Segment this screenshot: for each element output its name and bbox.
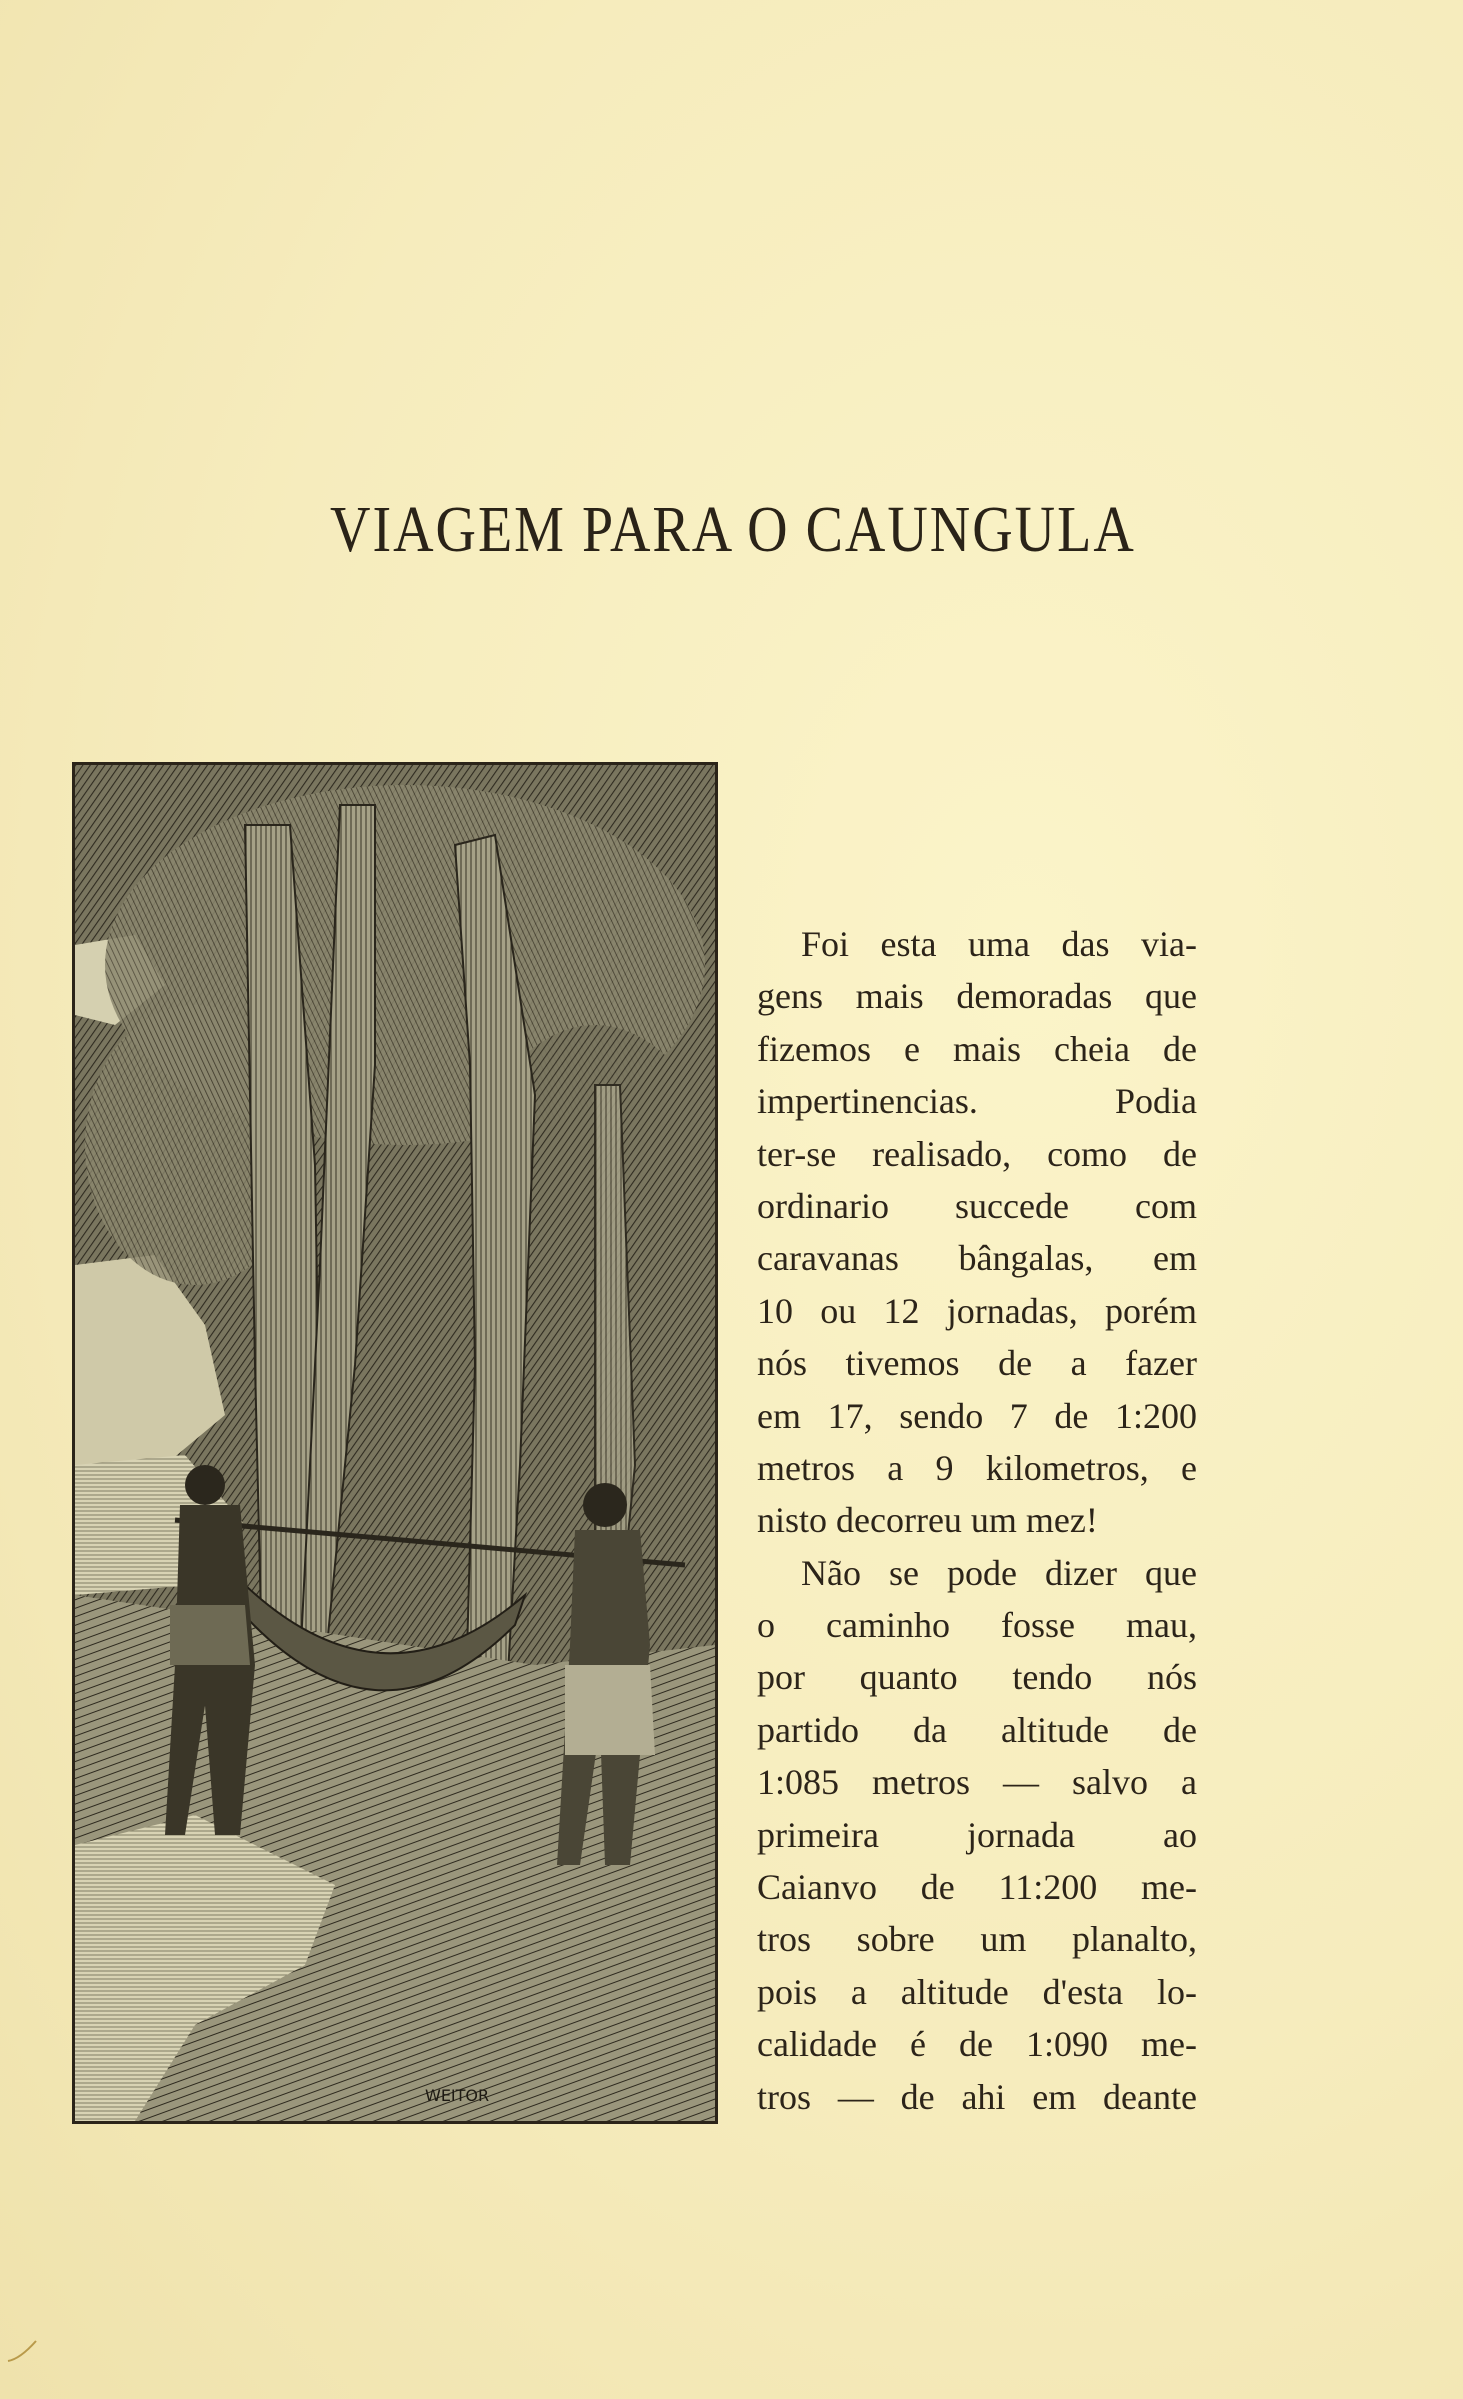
- body-text-column: [757, 918, 1197, 2123]
- text-line: partido da altitude de: [757, 1709, 1197, 1750]
- text-line: nisto decorreu um mez!: [757, 1500, 1098, 1541]
- text-line: Caianvo de 11:200 me-: [757, 1867, 1197, 1908]
- text-line: Foi esta uma das via-: [801, 924, 1197, 964]
- text-line: tros — de ahi em deante: [757, 2076, 1197, 2117]
- text-line: caravanas bângalas, em: [757, 1238, 1197, 1279]
- text-line: em 17, sendo 7 de 1:200: [757, 1395, 1197, 1436]
- text-line: nós tivemos de a fazer: [757, 1343, 1197, 1384]
- forest-porters-engraving: [75, 765, 715, 2121]
- engraver-signature: WEITOR: [425, 2086, 490, 2105]
- text-line: ordinario succede com: [757, 1185, 1197, 1226]
- text-line: pois a altitude d'esta lo-: [757, 1971, 1197, 2012]
- text-line: 10 ou 12 jornadas, porém: [757, 1290, 1197, 1331]
- text-line: metros a 9 kilometros, e: [757, 1447, 1197, 1488]
- text-line: fizemos e mais cheia de: [757, 1028, 1197, 1069]
- text-line: por quanto tendo nós: [757, 1657, 1197, 1698]
- text-line: 1:085 metros — salvo a: [757, 1762, 1197, 1803]
- engraving-illustration: [72, 762, 718, 2124]
- text-line: tros sobre um planalto,: [757, 1919, 1197, 1960]
- text-line: ter-se realisado, como de: [757, 1133, 1197, 1174]
- chapter-title: VIAGEM PARA O CAUNGULA: [330, 493, 1136, 567]
- text-line: gens mais demoradas que: [757, 976, 1197, 1017]
- text-line: impertinencias. Podia: [757, 1081, 1197, 1122]
- pencil-mark-icon: [6, 2335, 40, 2365]
- text-line: o caminho fosse mau,: [757, 1605, 1197, 1646]
- text-line: Não se pode dizer que: [801, 1552, 1197, 1593]
- text-line: primeira jornada ao: [757, 1814, 1197, 1855]
- text-line: calidade é de 1:090 me-: [757, 2024, 1197, 2065]
